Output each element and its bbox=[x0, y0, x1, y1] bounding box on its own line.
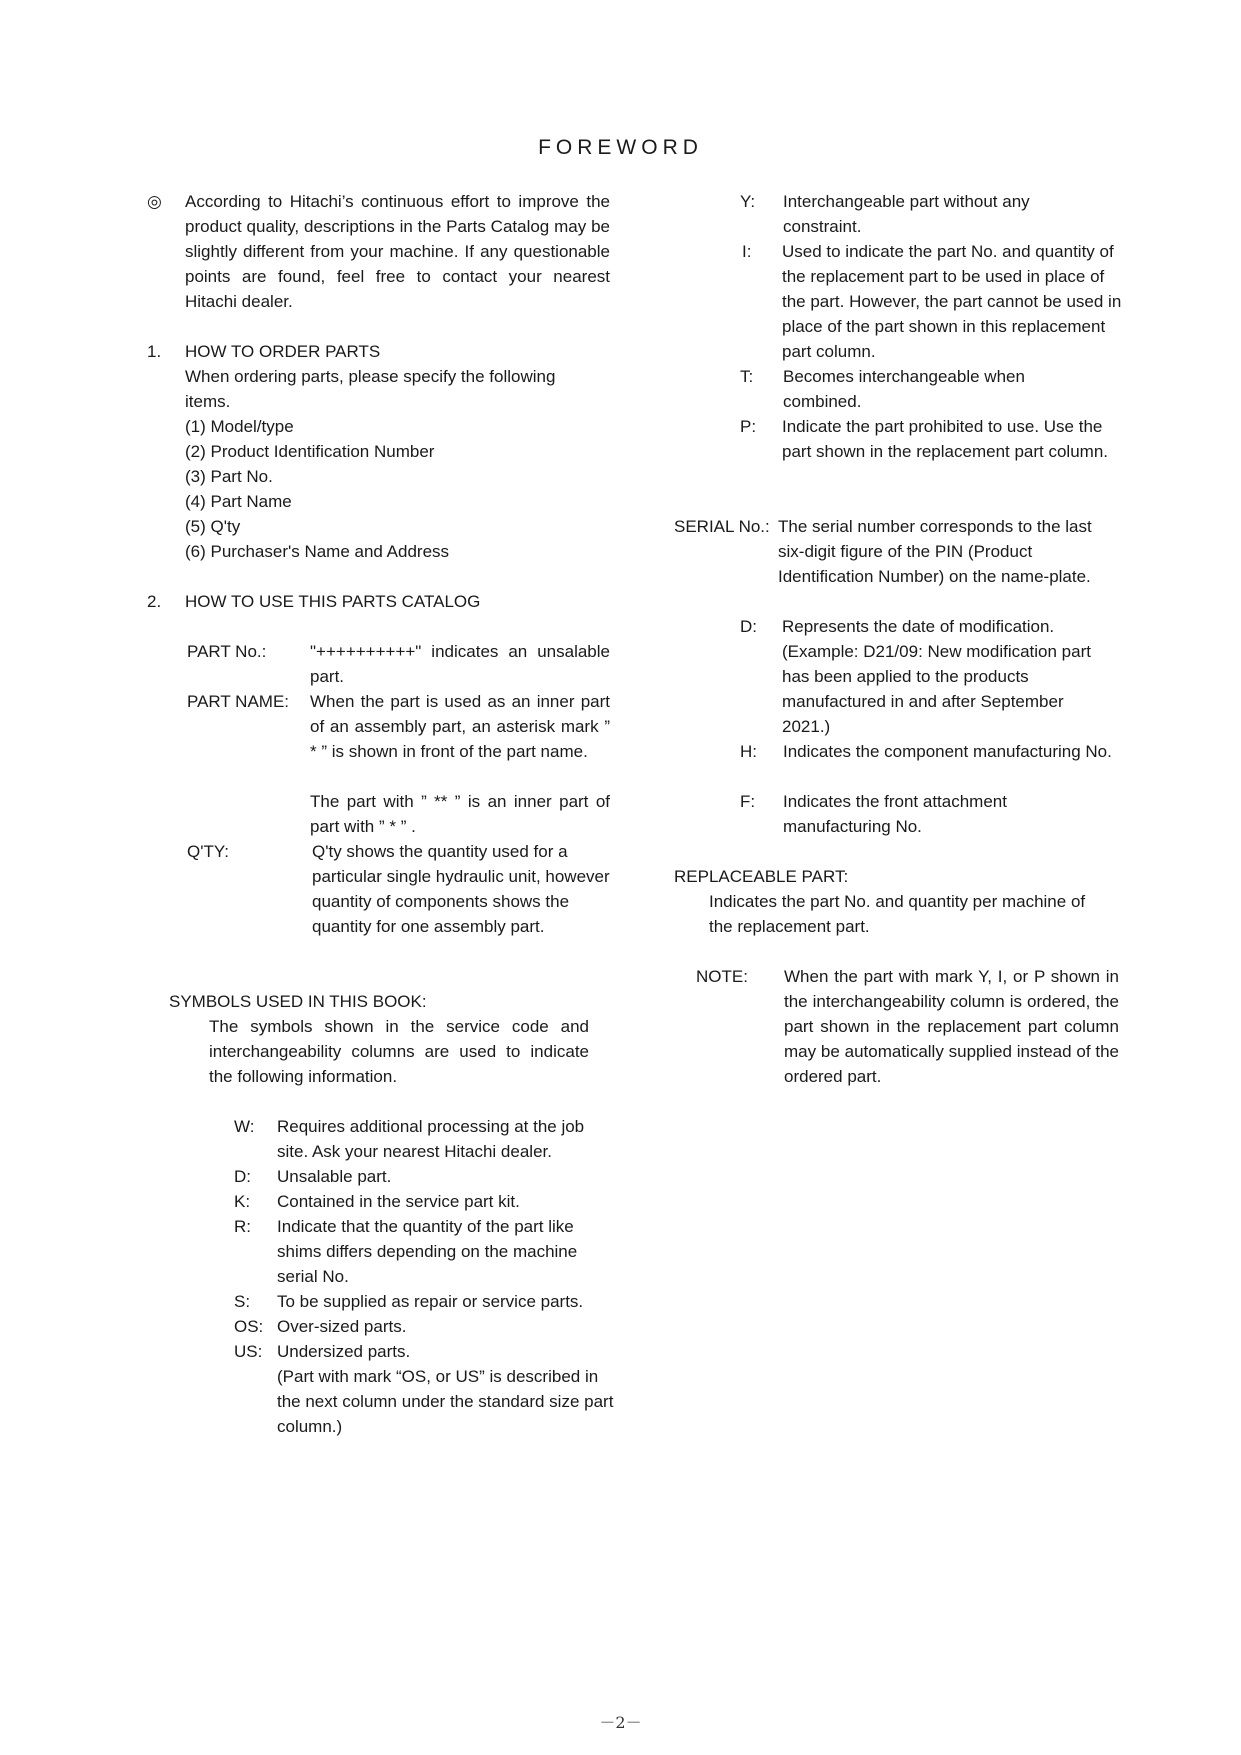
symbol-k-code: K: bbox=[234, 1192, 251, 1211]
qty-text: Q'ty shows the quantity used for a particular single hydraulic unit, however quantity of components shows the quantity for one assembly part. bbox=[312, 842, 610, 936]
page-number: －2－ bbox=[599, 1713, 642, 1732]
section2-number: 2. bbox=[147, 592, 162, 611]
symbol-us-code: US: bbox=[234, 1342, 263, 1361]
symbols-heading: SYMBOLS USED IN THIS BOOK: bbox=[169, 992, 427, 1011]
symbol-w-code: W: bbox=[234, 1117, 255, 1136]
order-item-3: (3) Part No. bbox=[185, 467, 273, 486]
symbol-r-code: R: bbox=[234, 1217, 251, 1236]
replaceable-heading: REPLACEABLE PART: bbox=[674, 867, 849, 886]
part-name-text-2: The part with ” ** ” is an inner part of part with ” * ” . bbox=[310, 792, 610, 836]
code-f-code: F: bbox=[740, 792, 756, 811]
interchange-p-text: Indicate the part prohibited to use. Use the part shown in the replacement part column. bbox=[782, 417, 1109, 461]
section2-heading: HOW TO USE THIS PARTS CATALOG bbox=[185, 592, 481, 611]
symbols-lead: The symbols shown in the service code and interchangeability columns are used to indicate the following information. bbox=[209, 1017, 589, 1086]
symbol-r-text: Indicate that the quantity of the part like shims differs depending on the machine serial No. bbox=[277, 1217, 578, 1286]
part-no-text: "++++++++++" indicates an unsalable part. bbox=[310, 642, 610, 686]
section1-number: 1. bbox=[147, 342, 162, 361]
serial-text: The serial number corresponds to the last six-digit figure of the PIN (Product Identification Number) on the name-plate. bbox=[778, 517, 1092, 586]
section1-lead: When ordering parts, please specify the following items. bbox=[185, 367, 556, 411]
symbol-k-text: Contained in the service part kit. bbox=[277, 1192, 520, 1211]
interchange-y-text: Interchangeable part without any constraint. bbox=[783, 192, 1030, 236]
interchange-t-code: T: bbox=[740, 367, 754, 386]
code-f-text: Indicates the front attachment manufacturing No. bbox=[783, 792, 1007, 836]
interchange-p-code: P: bbox=[740, 417, 757, 436]
symbol-s-text: To be supplied as repair or service parts. bbox=[277, 1292, 584, 1311]
intro-symbol: ◎ bbox=[147, 192, 162, 211]
symbol-s-code: S: bbox=[234, 1292, 251, 1311]
symbol-d-code: D: bbox=[234, 1167, 251, 1186]
order-item-5: (5) Q'ty bbox=[185, 517, 241, 536]
symbol-w-text: Requires additional processing at the job site. Ask your nearest Hitachi dealer. bbox=[277, 1117, 585, 1161]
page-title: FOREWORD bbox=[538, 136, 703, 159]
order-item-4: (4) Part Name bbox=[185, 492, 292, 511]
code-h-code: H: bbox=[740, 742, 757, 761]
symbol-os-text: Over-sized parts. bbox=[277, 1317, 407, 1336]
symbol-us-note: (Part with mark “OS, or US” is described in the next column under the standard size part column.) bbox=[277, 1367, 614, 1436]
interchange-i-code: I: bbox=[742, 242, 752, 261]
part-name-text: When the part is used as an inner part of an assembly part, an asterisk mark ” * ” is shown in front of the part name. bbox=[310, 692, 610, 761]
intro-paragraph: According to Hitachi’s continuous effort to improve the product quality, descriptions in the Parts Catalog may be slightly different from your machine. If any questionable points are found, feel free to contact your nearest Hitachi dealer. bbox=[185, 192, 610, 311]
section1-heading: HOW TO ORDER PARTS bbox=[185, 342, 381, 361]
code-d-text: Represents the date of modification. (Example: D21/09: New modification part has been applied to the products manufactured in and after September 2021.) bbox=[782, 617, 1091, 736]
note-text: When the part with mark Y, I, or P shown in the interchangeability column is ordered, the part shown in the replacement part column may be automatically supplied instead of the ordered part. bbox=[784, 967, 1119, 1086]
interchange-i-text: Used to indicate the part No. and quantity of the replacement part to be used in place of the part. However, the part cannot be used in place of the part shown in this replacement part column. bbox=[782, 242, 1122, 361]
symbol-d-text: Unsalable part. bbox=[277, 1167, 392, 1186]
code-h-text: Indicates the component manufacturing No. bbox=[783, 742, 1112, 761]
interchange-t-text: Becomes interchangeable when combined. bbox=[783, 367, 1025, 411]
order-item-2: (2) Product Identification Number bbox=[185, 442, 435, 461]
qty-label: Q'TY: bbox=[187, 842, 229, 861]
interchange-y-code: Y: bbox=[740, 192, 756, 211]
note-label: NOTE: bbox=[696, 967, 748, 986]
part-no-label: PART No.: bbox=[187, 642, 267, 661]
symbol-us-text: Undersized parts. bbox=[277, 1342, 411, 1361]
order-item-1: (1) Model/type bbox=[185, 417, 294, 436]
code-d-code: D: bbox=[740, 617, 757, 636]
order-item-6: (6) Purchaser's Name and Address bbox=[185, 542, 450, 561]
replaceable-text: Indicates the part No. and quantity per machine of the replacement part. bbox=[709, 892, 1086, 936]
serial-label: SERIAL No.: bbox=[674, 517, 770, 536]
part-name-label: PART NAME: bbox=[187, 692, 290, 711]
symbol-os-code: OS: bbox=[234, 1317, 264, 1336]
